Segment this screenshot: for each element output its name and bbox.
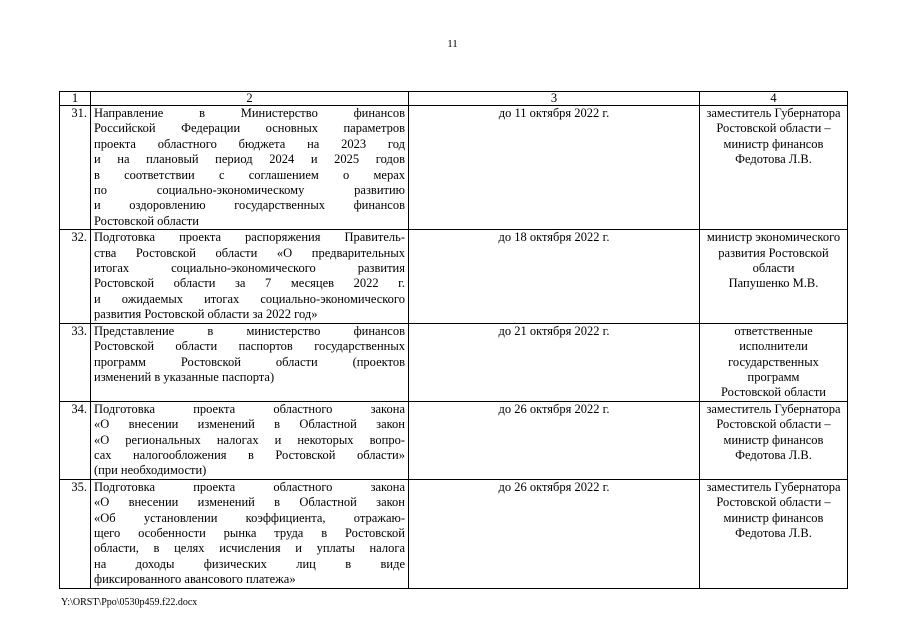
task-line: (при необходимости) <box>94 463 207 478</box>
column-header-1: 1 <box>60 92 91 106</box>
table-body <box>60 106 848 589</box>
responsible-line: министр финансов <box>723 136 824 151</box>
task-description <box>91 479 409 588</box>
page-number: 11 <box>447 38 458 50</box>
task-line: по социально-экономическому развитию <box>94 183 405 198</box>
deadline: до 18 октября 2022 г. <box>409 230 700 323</box>
responsible-line: заместитель Губернатора <box>706 401 841 416</box>
row-number: 35. <box>60 479 91 588</box>
responsible-line: министр финансов <box>723 510 824 525</box>
task-line: Направление в Министерство финансов <box>94 106 405 120</box>
task-description <box>91 401 409 479</box>
task-line: Российской Федерации основных параметров <box>94 121 405 136</box>
table-row <box>60 230 848 323</box>
file-path-footer: Y:\ORST\Ppo\0530p459.f22.docx <box>61 597 198 608</box>
responsible-line: министр экономического <box>706 230 841 245</box>
task-line: и оздоровлению государственных финансов <box>94 198 405 213</box>
responsible-line: Федотова Л.В. <box>735 447 812 462</box>
deadline: до 26 октября 2022 г. <box>409 479 700 588</box>
responsible-person <box>700 323 848 401</box>
deadline: до 26 октября 2022 г. <box>409 401 700 479</box>
responsible-line: Федотова Л.В. <box>735 152 812 167</box>
task-line: Подготовка проекта областного закона <box>94 401 405 416</box>
responsible-line: Ростовской области – <box>716 495 831 510</box>
table-row <box>60 323 848 401</box>
task-line: проекта областного бюджета на 2023 год <box>94 136 405 151</box>
task-line: области, в целях исчисления и уплаты налога <box>94 541 405 556</box>
responsible-line: заместитель Губернатора <box>706 479 841 494</box>
task-line: развития Ростовской области за 2022 год» <box>94 307 318 322</box>
task-line: ства Ростовской области «О предварительных <box>94 245 405 260</box>
task-line: «Об установлении коэффициента, отражаю- <box>94 510 405 525</box>
task-line: итогах социально-экономического развития <box>94 261 405 276</box>
deadline: до 11 октября 2022 г. <box>409 106 700 230</box>
row-number: 32. <box>60 230 91 323</box>
task-line: Подготовка проекта областного закона <box>94 479 405 494</box>
responsible-person <box>700 401 848 479</box>
task-line: «О внесении изменений в Областной закон <box>94 417 405 432</box>
row-number: 31. <box>60 106 91 230</box>
table-row <box>60 479 848 588</box>
column-header-3: 3 <box>409 92 700 106</box>
responsible-person <box>700 230 848 323</box>
table-row <box>60 401 848 479</box>
task-description <box>91 323 409 401</box>
task-line: Ростовской области <box>94 213 199 228</box>
column-header-4: 4 <box>700 92 848 106</box>
task-line: Ростовской области за 7 месяцев 2022 г. <box>94 276 405 291</box>
task-line: «О региональных налогах и некоторых вопро- <box>94 432 405 447</box>
row-number: 34. <box>60 401 91 479</box>
responsible-line: развития Ростовской области <box>718 245 829 276</box>
responsible-line: Ростовской области – <box>716 417 831 432</box>
task-line: и ожидаемых итогах социально-экономического <box>94 291 405 306</box>
task-line: изменений в указанные паспорта) <box>94 369 275 384</box>
responsible-line: ответственные исполнители <box>734 323 813 354</box>
column-header-2: 2 <box>91 92 409 106</box>
task-line: Ростовской области паспортов государственных <box>94 339 405 354</box>
header-row <box>60 92 848 106</box>
task-line: программ Ростовской области (проектов <box>94 354 405 369</box>
schedule-table <box>59 91 848 589</box>
responsible-line: Ростовской области – <box>716 121 831 136</box>
responsible-line: заместитель Губернатора <box>706 106 841 120</box>
task-line: «О внесении изменений в Областной закон <box>94 495 405 510</box>
deadline: до 21 октября 2022 г. <box>409 323 700 401</box>
task-line: Представление в министерство финансов <box>94 323 405 338</box>
task-description <box>91 106 409 230</box>
task-line: Подготовка проекта распоряжения Правитель- <box>94 230 405 245</box>
responsible-line: министр финансов <box>723 432 824 447</box>
responsible-line: государственных программ <box>728 354 819 384</box>
responsible-person <box>700 106 848 230</box>
task-line: сах налогообложения в Ростовской области» <box>94 447 405 462</box>
responsible-line: Ростовской области <box>721 385 826 400</box>
task-line: в соответствии с соглашением о мерах <box>94 167 405 182</box>
responsible-line: Папушенко М.В. <box>728 276 819 291</box>
task-line: и на плановый период 2024 и 2025 годов <box>94 152 405 167</box>
task-line: щего особенности рынка труда в Ростовской <box>94 525 405 540</box>
row-number: 33. <box>60 323 91 401</box>
task-line: на доходы физических лиц в виде <box>94 556 405 571</box>
responsible-line: Федотова Л.В. <box>735 525 812 540</box>
responsible-person <box>700 479 848 588</box>
table-row <box>60 106 848 230</box>
task-description <box>91 230 409 323</box>
task-line: фиксированного авансового платежа» <box>94 572 296 587</box>
